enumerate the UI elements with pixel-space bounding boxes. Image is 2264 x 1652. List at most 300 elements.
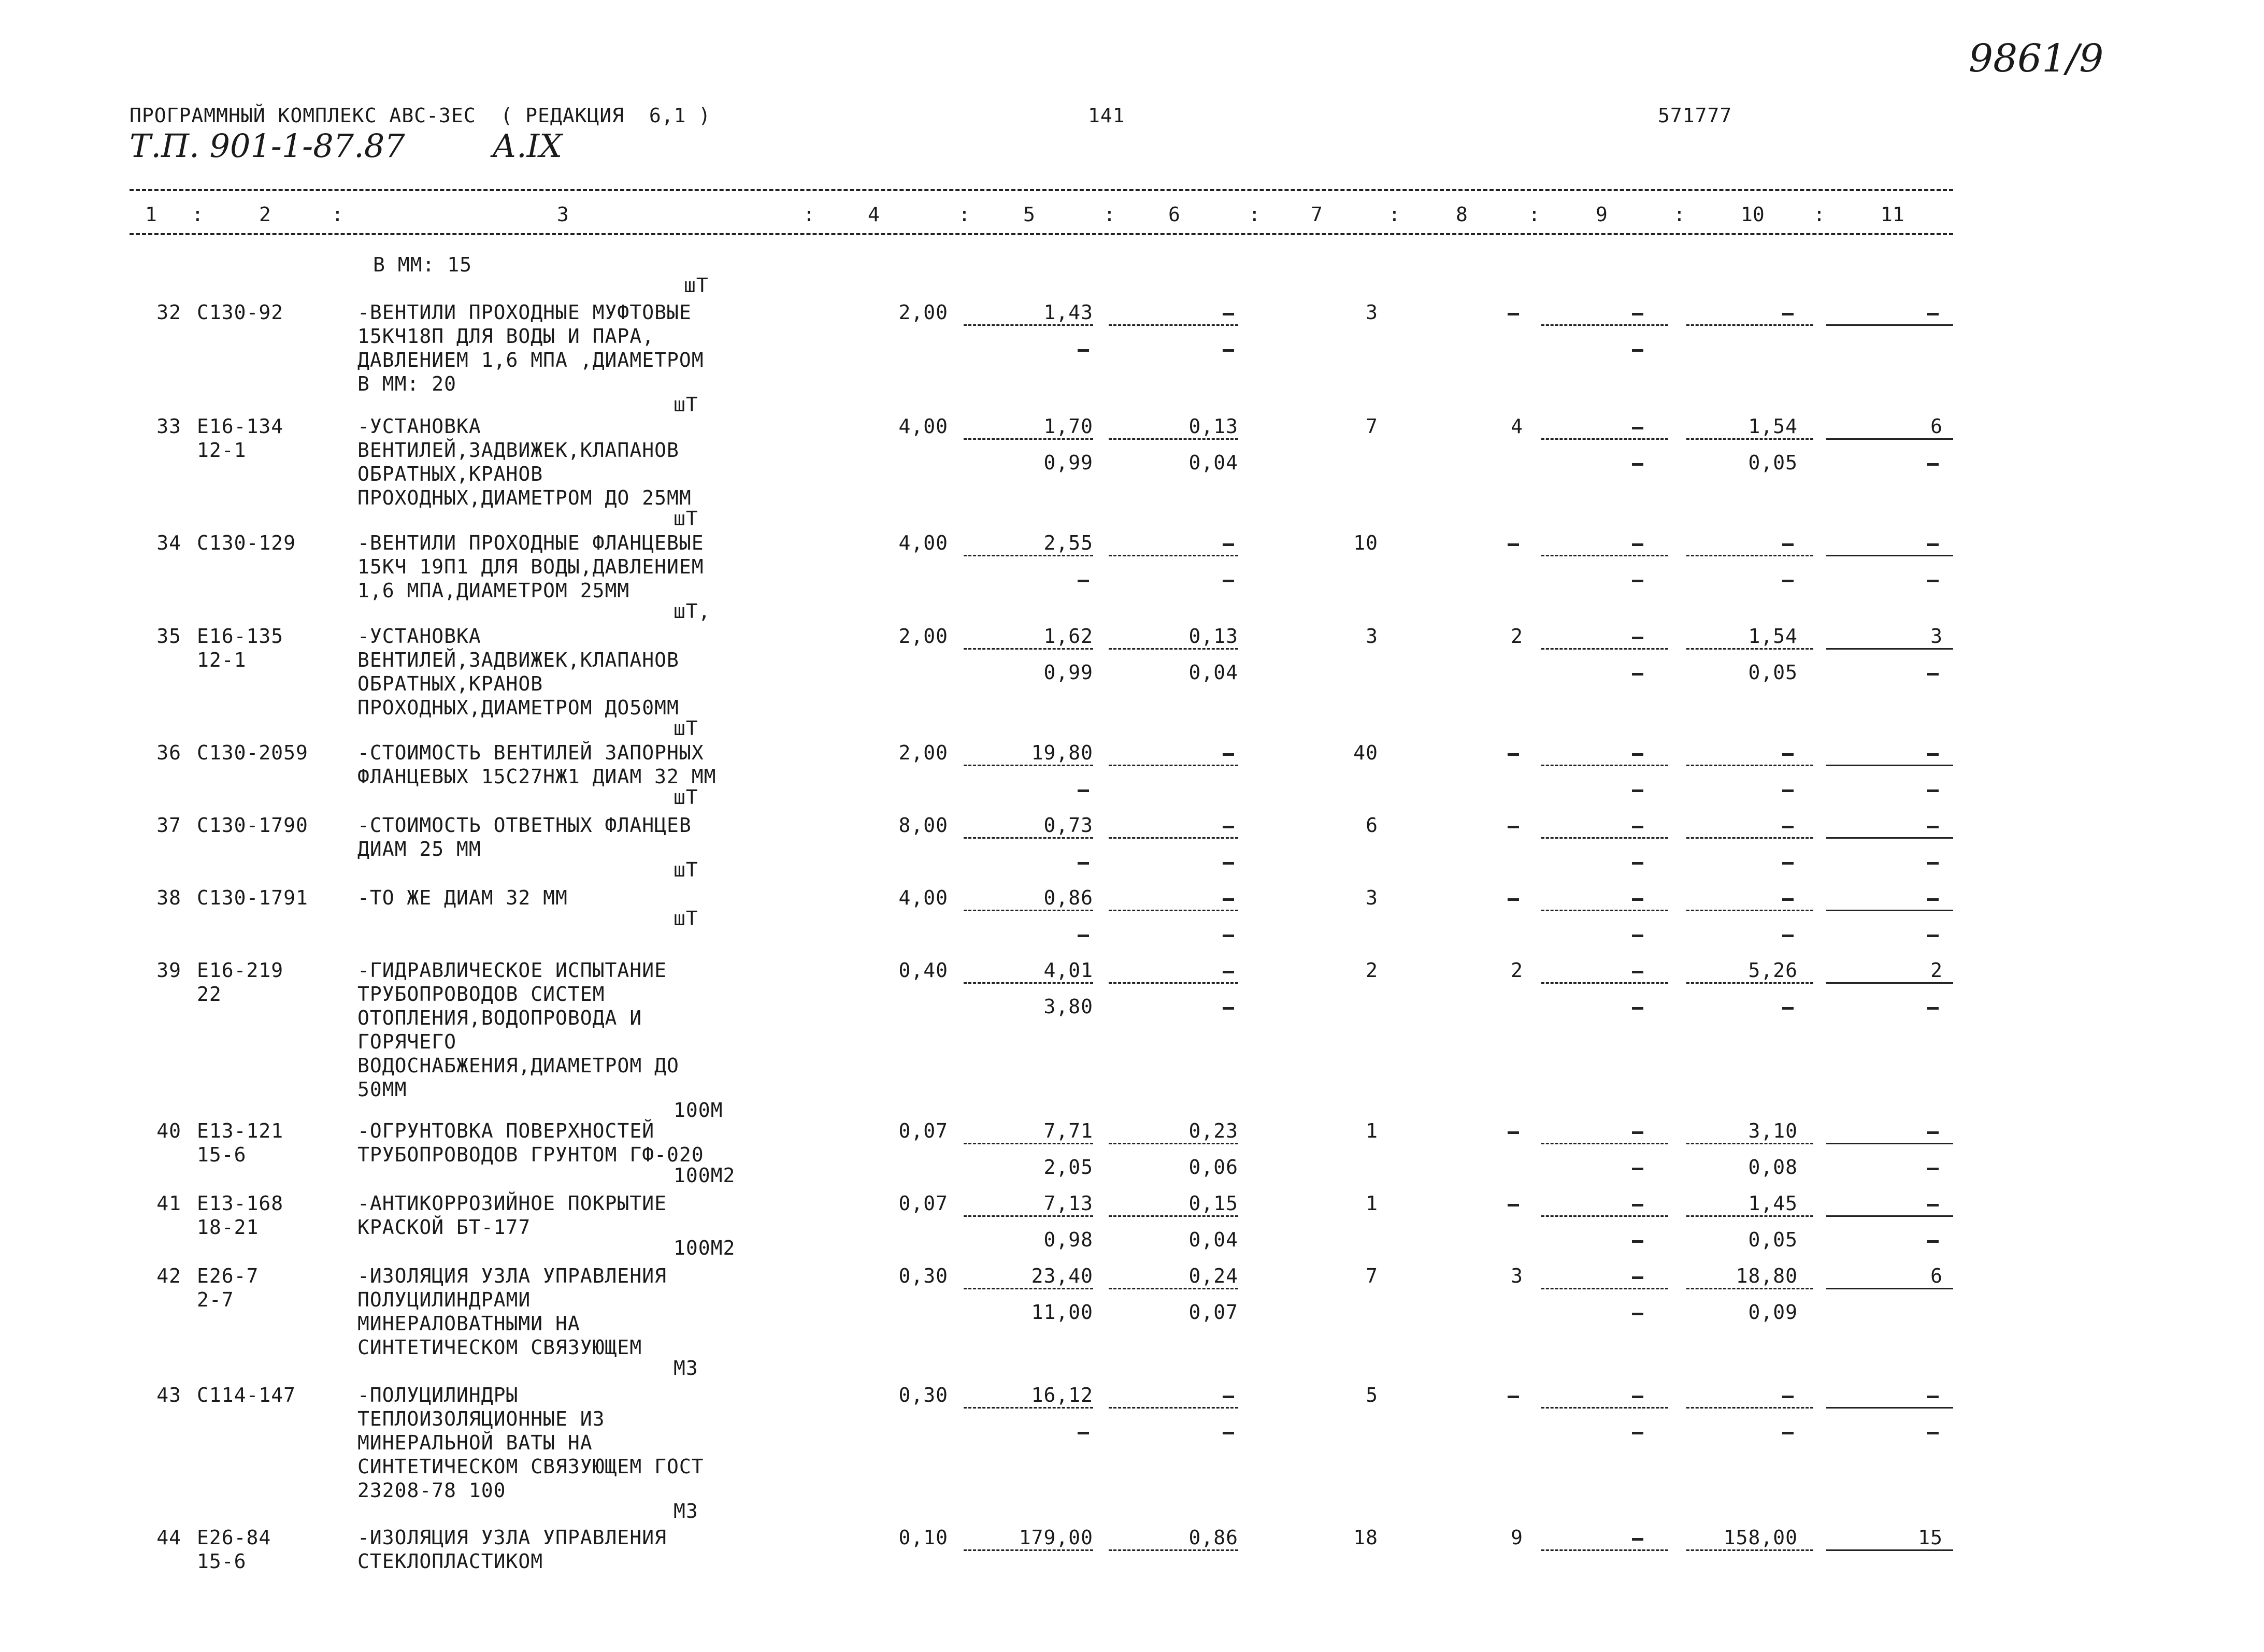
col11-value-2-dash xyxy=(1927,1432,1939,1434)
row-divider xyxy=(964,555,1093,556)
col5-value-2-dash xyxy=(1078,935,1089,937)
row-divider xyxy=(964,765,1093,766)
row-unit: М3 xyxy=(674,1500,698,1522)
col9-value-2-dash xyxy=(1632,673,1643,676)
col8-value-dash xyxy=(1508,543,1519,546)
row-description: -УСТАНОВКА xyxy=(357,625,481,648)
col5-value: 179,00 xyxy=(1019,1526,1093,1549)
row-description: 50ММ xyxy=(357,1078,407,1101)
row-description: -ПОЛУЦИЛИНДРЫ xyxy=(357,1384,519,1406)
row-description: СТЕКЛОПЛАСТИКОМ xyxy=(357,1550,543,1573)
row-divider xyxy=(1686,765,1813,766)
col10-value-dash xyxy=(1782,1396,1794,1398)
column-header: 11 xyxy=(1881,203,1904,226)
row-description: ВОДОСНАБЖЕНИЯ,ДИАМЕТРОМ ДО xyxy=(357,1054,679,1077)
col11-value-dash xyxy=(1927,1204,1939,1206)
qty-value: 0,30 xyxy=(898,1384,948,1406)
col5-value-2: 0,99 xyxy=(1043,661,1093,684)
col5-value: 1,43 xyxy=(1043,301,1093,324)
row-code: 12-1 xyxy=(197,439,247,462)
row-divider xyxy=(1829,555,1953,556)
row-divider xyxy=(1829,648,1953,650)
row-divider xyxy=(1541,1549,1668,1551)
row-divider xyxy=(964,1288,1093,1289)
col7-value: 6 xyxy=(1366,814,1378,837)
row-description: ДАВЛЕНИЕМ 1,6 МПА ,ДИАМЕТРОМ xyxy=(357,349,704,371)
row-code: С130-2059 xyxy=(197,741,308,764)
qty-value: 2,00 xyxy=(898,741,948,764)
col11-value: 6 xyxy=(1930,1265,1943,1287)
col11-value-dash xyxy=(1927,753,1939,756)
row-divider xyxy=(1686,555,1813,556)
row-divider xyxy=(1829,982,1953,984)
col8-value: 4 xyxy=(1511,415,1523,438)
col10-value-2: 0,05 xyxy=(1748,1228,1798,1251)
col6-value-2-dash xyxy=(1223,349,1234,352)
col8-value-dash xyxy=(1508,1396,1519,1398)
row-divider xyxy=(1686,324,1813,326)
col7-value: 3 xyxy=(1366,301,1378,324)
col11-value-dash xyxy=(1927,898,1939,901)
row-divider xyxy=(1109,1215,1238,1217)
row-divider xyxy=(1829,1549,1953,1551)
col10-value-dash xyxy=(1782,898,1794,901)
row-code: 22 xyxy=(197,983,222,1005)
column-header: 9 xyxy=(1596,203,1608,226)
row-description: ТРУБОПРОВОДОВ ГРУНТОМ ГФ-020 xyxy=(357,1143,704,1166)
col9-value-dash xyxy=(1632,1204,1643,1206)
column-separator: : xyxy=(958,203,970,226)
row-unit: М3 xyxy=(674,1357,698,1380)
col9-value-2-dash xyxy=(1632,862,1643,865)
column-header: 6 xyxy=(1168,203,1180,226)
row-number: 37 xyxy=(156,814,181,837)
qty-value: 0,30 xyxy=(898,1265,948,1287)
row-divider xyxy=(1109,648,1238,650)
col6-value: 0,86 xyxy=(1188,1526,1238,1549)
col7-value: 3 xyxy=(1366,625,1378,648)
row-description: ВЕНТИЛЕЙ,ЗАДВИЖЕК,КЛАПАНОВ xyxy=(357,649,679,671)
col5-value-2-dash xyxy=(1078,789,1089,792)
row-number: 32 xyxy=(156,301,181,324)
col9-value-2-dash xyxy=(1632,935,1643,937)
col11-value: 15 xyxy=(1918,1526,1943,1549)
qty-value: 4,00 xyxy=(898,415,948,438)
col5-value-2-dash xyxy=(1078,580,1089,582)
column-separator: : xyxy=(192,203,204,226)
col5-value: 7,71 xyxy=(1043,1119,1093,1142)
col5-value: 0,73 xyxy=(1043,814,1093,837)
row-description: ОТОПЛЕНИЯ,ВОДОПРОВОДА И xyxy=(357,1007,642,1029)
col9-value-2-dash xyxy=(1632,349,1643,352)
row-unit: шТ xyxy=(674,507,698,530)
row-number: 33 xyxy=(156,415,181,438)
row-divider xyxy=(1541,1407,1668,1409)
row-divider xyxy=(1109,324,1238,326)
row-divider xyxy=(1829,910,1953,911)
col11-value-dash xyxy=(1927,826,1939,828)
col11-value-dash xyxy=(1927,543,1939,546)
row-divider xyxy=(1686,837,1813,839)
row-code: 15-6 xyxy=(197,1143,247,1166)
col7-value: 7 xyxy=(1366,1265,1378,1287)
col8-value-dash xyxy=(1508,898,1519,901)
col6-value-2-dash xyxy=(1223,862,1234,865)
qty-value: 0,07 xyxy=(898,1192,948,1215)
row-code: 15-6 xyxy=(197,1550,247,1573)
col11-value: 3 xyxy=(1930,625,1943,648)
row-divider xyxy=(1109,1143,1238,1144)
column-separator: : xyxy=(1249,203,1260,226)
row-unit: шТ xyxy=(674,907,698,930)
row-unit: шТ xyxy=(674,858,698,881)
qty-value: 0,40 xyxy=(898,959,948,982)
row-code: Е13-121 xyxy=(197,1119,284,1142)
column-header: 4 xyxy=(868,203,880,226)
col8-value-dash xyxy=(1508,1131,1519,1134)
qty-value: 4,00 xyxy=(898,886,948,909)
col9-value-dash xyxy=(1632,1396,1643,1398)
col10-value-2: 0,05 xyxy=(1748,451,1798,474)
col8-value: 2 xyxy=(1511,959,1523,982)
col11-value-2-dash xyxy=(1927,463,1939,466)
col5-value: 16,12 xyxy=(1031,1384,1093,1406)
row-description: -СТОИМОСТЬ ВЕНТИЛЕЙ ЗАПОРНЫХ xyxy=(357,741,704,764)
qty-value: 2,00 xyxy=(898,625,948,648)
col7-value: 5 xyxy=(1366,1384,1378,1406)
col8-value: 3 xyxy=(1511,1265,1523,1287)
col6-value: 0,13 xyxy=(1188,625,1238,648)
row-divider xyxy=(964,837,1093,839)
row-divider xyxy=(964,910,1093,911)
col6-value: 0,23 xyxy=(1188,1119,1238,1142)
row-description: ТРУБОПРОВОДОВ СИСТЕМ xyxy=(357,983,605,1005)
row-description: -СТОИМОСТЬ ОТВЕТНЫХ ФЛАНЦЕВ xyxy=(357,814,692,837)
col10-value-2-dash xyxy=(1782,935,1794,937)
column-header: 7 xyxy=(1311,203,1323,226)
row-divider xyxy=(1541,648,1668,650)
row-description: -УСТАНОВКА xyxy=(357,415,481,438)
col11-value-2-dash xyxy=(1927,935,1939,937)
col6-value: 0,13 xyxy=(1188,415,1238,438)
col11-value-dash xyxy=(1927,313,1939,315)
row-description: ГОРЯЧЕГО xyxy=(357,1030,457,1053)
row-number: 39 xyxy=(156,959,181,982)
col9-value-dash xyxy=(1632,753,1643,756)
row-divider xyxy=(1109,982,1238,984)
col9-value-dash xyxy=(1632,637,1643,639)
col5-value-2-dash xyxy=(1078,862,1089,865)
col10-value: 1,45 xyxy=(1748,1192,1798,1215)
col9-value-dash xyxy=(1632,427,1643,429)
col9-value-dash xyxy=(1632,1131,1643,1134)
row-description: -ТО ЖЕ ДИАМ 32 ММ xyxy=(357,886,568,909)
row-code: 18-21 xyxy=(197,1216,259,1239)
row-description: 1,6 МПА,ДИАМЕТРОМ 25ММ xyxy=(357,579,630,602)
row-unit: шТ, xyxy=(674,600,711,623)
qty-value: 8,00 xyxy=(898,814,948,837)
col5-value-2: 3,80 xyxy=(1043,995,1093,1018)
row-description: ПРОХОДНЫХ,ДИАМЕТРОМ ДО 25ММ xyxy=(357,486,692,509)
qty-value: 0,07 xyxy=(898,1119,948,1142)
row-description: МИНЕРАЛЬНОЙ ВАТЫ НА xyxy=(357,1431,593,1454)
row-divider xyxy=(1829,765,1953,766)
row-divider xyxy=(964,324,1093,326)
col5-value-2: 2,05 xyxy=(1043,1156,1093,1179)
row-divider xyxy=(1829,837,1953,839)
row-divider xyxy=(1686,1143,1813,1144)
row-divider xyxy=(1109,910,1238,911)
row-code: Е16-134 xyxy=(197,415,284,438)
col5-value-2: 11,00 xyxy=(1031,1301,1093,1324)
col11-value-2-dash xyxy=(1927,862,1939,865)
row-divider xyxy=(1541,555,1668,556)
row-description: -ИЗОЛЯЦИЯ УЗЛА УПРАВЛЕНИЯ xyxy=(357,1526,667,1549)
col5-value: 2,55 xyxy=(1043,531,1093,554)
album-number: А.IX xyxy=(492,127,563,165)
row-description: ФЛАНЦЕВЫХ 15С27НЖ1 ДИАМ 32 ММ xyxy=(357,765,717,788)
column-header: 1 xyxy=(145,203,157,226)
column-separator: : xyxy=(1104,203,1115,226)
row-divider xyxy=(1109,555,1238,556)
col10-value-2-dash xyxy=(1782,862,1794,865)
row-code: С114-147 xyxy=(197,1384,296,1406)
row-description: 15КЧ18П ДЛЯ ВОДЫ И ПАРА, xyxy=(357,325,655,348)
col5-value-2: 0,98 xyxy=(1043,1228,1093,1251)
col6-value-2: 0,07 xyxy=(1188,1301,1238,1324)
col5-value-2: 0,99 xyxy=(1043,451,1093,474)
col8-value: 9 xyxy=(1511,1526,1523,1549)
row-number: 42 xyxy=(156,1265,181,1287)
col10-value-2: 0,08 xyxy=(1748,1156,1798,1179)
row-code: С130-1791 xyxy=(197,886,308,909)
row-description: МИНЕРАЛОВАТНЫМИ НА xyxy=(357,1312,580,1335)
col5-value: 1,70 xyxy=(1043,415,1093,438)
row-divider xyxy=(964,438,1093,440)
col11-value-2-dash xyxy=(1927,1168,1939,1170)
col5-value: 23,40 xyxy=(1031,1265,1093,1287)
col9-value-2-dash xyxy=(1632,1007,1643,1010)
row-description: -ВЕНТИЛИ ПРОХОДНЫЕ МУФТОВЫЕ xyxy=(357,301,692,324)
col9-value-2-dash xyxy=(1632,1432,1643,1434)
column-separator: : xyxy=(803,203,815,226)
row-unit: 100М2 xyxy=(674,1237,736,1259)
row-description: 23208-78 100 xyxy=(357,1479,506,1502)
col6-value-2: 0,04 xyxy=(1188,451,1238,474)
qty-value: 2,00 xyxy=(898,301,948,324)
col10-value-2-dash xyxy=(1782,1007,1794,1010)
row-divider xyxy=(964,1215,1093,1217)
row-divider xyxy=(964,648,1093,650)
row-number: 44 xyxy=(156,1526,181,1549)
col9-value-dash xyxy=(1632,543,1643,546)
row-divider xyxy=(964,1549,1093,1551)
column-separator: : xyxy=(332,203,343,226)
row-description: -ГИДРАВЛИЧЕСКОЕ ИСПЫТАНИЕ xyxy=(357,959,667,982)
row-code: С130-1790 xyxy=(197,814,308,837)
row-unit: шТ xyxy=(674,393,698,416)
row-description: ОБРАТНЫХ,КРАНОВ xyxy=(357,672,543,695)
row-code: С130-92 xyxy=(197,301,284,324)
qty-value: 0,10 xyxy=(898,1526,948,1549)
row-description: СИНТЕТИЧЕСКОМ СВЯЗУЮЩЕМ xyxy=(357,1336,642,1359)
row-code: Е16-219 xyxy=(197,959,284,982)
col7-value: 1 xyxy=(1366,1119,1378,1142)
col9-value-2-dash xyxy=(1632,789,1643,792)
col11-value-2-dash xyxy=(1927,673,1939,676)
col5-value: 7,13 xyxy=(1043,1192,1093,1215)
col10-value: 1,54 xyxy=(1748,415,1798,438)
row-divider xyxy=(1109,837,1238,839)
col8-value-dash xyxy=(1508,826,1519,828)
column-header: 5 xyxy=(1023,203,1035,226)
row-divider xyxy=(1686,648,1813,650)
row-divider xyxy=(1686,982,1813,984)
row-divider xyxy=(1541,910,1668,911)
col5-value: 4,01 xyxy=(1043,959,1093,982)
col10-value-2: 0,05 xyxy=(1748,661,1798,684)
row-description: ОБРАТНЫХ,КРАНОВ xyxy=(357,463,543,485)
col5-value: 1,62 xyxy=(1043,625,1093,648)
col11-value: 6 xyxy=(1930,415,1943,438)
row-divider xyxy=(1829,1407,1953,1409)
col7-value: 1 xyxy=(1366,1192,1378,1215)
row-unit: шТ xyxy=(674,717,698,740)
col10-value: 5,26 xyxy=(1748,959,1798,982)
row-divider xyxy=(1686,1288,1813,1289)
col11-value-dash xyxy=(1927,1131,1939,1134)
row-unit: 100М2 xyxy=(674,1164,736,1187)
col6-value: 0,15 xyxy=(1188,1192,1238,1215)
row-divider xyxy=(964,1143,1093,1144)
row-description: ТЕПЛОИЗОЛЯЦИОННЫЕ ИЗ xyxy=(357,1407,605,1430)
header-bottom-rule xyxy=(130,233,1953,235)
row-divider xyxy=(1109,765,1238,766)
col10-value: 1,54 xyxy=(1748,625,1798,648)
column-separator: : xyxy=(1528,203,1540,226)
col5-value: 0,86 xyxy=(1043,886,1093,909)
col11-value-dash xyxy=(1927,1396,1939,1398)
row-description: ВЕНТИЛЕЙ,ЗАДВИЖЕК,КЛАПАНОВ xyxy=(357,439,679,462)
col10-value-2-dash xyxy=(1782,789,1794,792)
row-divider xyxy=(1686,438,1813,440)
row-description: ДИАМ 25 ММ xyxy=(357,838,481,860)
col9-value-dash xyxy=(1632,826,1643,828)
row-code: Е26-7 xyxy=(197,1265,259,1287)
project-number: Т.П. 901-1-87.87 xyxy=(130,127,405,165)
row-divider xyxy=(1109,1549,1238,1551)
row-divider xyxy=(1686,1407,1813,1409)
row-description: 15КЧ 19П1 ДЛЯ ВОДЫ,ДАВЛЕНИЕМ xyxy=(357,555,704,578)
col11-value-2-dash xyxy=(1927,1007,1939,1010)
col10-value: 18,80 xyxy=(1736,1265,1798,1287)
column-header: 10 xyxy=(1741,203,1765,226)
row-description: -ИЗОЛЯЦИЯ УЗЛА УПРАВЛЕНИЯ xyxy=(357,1265,667,1287)
col9-value-dash xyxy=(1632,898,1643,901)
col7-value: 7 xyxy=(1366,415,1378,438)
row-divider xyxy=(1109,1288,1238,1289)
col9-value-dash xyxy=(1632,1276,1643,1279)
col9-value-2-dash xyxy=(1632,580,1643,582)
row-divider xyxy=(1829,1288,1953,1289)
col9-value-dash xyxy=(1632,313,1643,315)
column-separator: : xyxy=(1673,203,1685,226)
col7-value: 40 xyxy=(1353,741,1378,764)
col8-value-dash xyxy=(1508,313,1519,315)
row-description: -ВЕНТИЛИ ПРОХОДНЫЕ ФЛАНЦЕВЫЕ xyxy=(357,531,704,554)
col8-value-dash xyxy=(1508,1204,1519,1206)
row-description: КРАСКОЙ БТ-177 xyxy=(357,1216,531,1239)
col10-value: 158,00 xyxy=(1723,1526,1798,1549)
row-divider xyxy=(964,1407,1093,1409)
col7-value: 3 xyxy=(1366,886,1378,909)
qty-value: 4,00 xyxy=(898,531,948,554)
col7-value: 2 xyxy=(1366,959,1378,982)
col6-value-2-dash xyxy=(1223,935,1234,937)
row-divider xyxy=(1541,837,1668,839)
prev-item-unit: шТ xyxy=(684,274,709,297)
program-title: ПРОГРАММНЫЙ КОМПЛЕКС АВС-3ЕС ( РЕДАКЦИЯ 6,1 ) xyxy=(130,104,711,127)
row-description: СИНТЕТИЧЕСКОМ СВЯЗУЮЩЕМ ГОСТ xyxy=(357,1455,704,1478)
row-number: 34 xyxy=(156,531,181,554)
row-description: ПОЛУЦИЛИНДРАМИ xyxy=(357,1288,531,1311)
row-divider xyxy=(1829,1215,1953,1217)
col10-value-2-dash xyxy=(1782,580,1794,582)
table-top-rule xyxy=(130,189,1953,191)
col11-value-2-dash xyxy=(1927,580,1939,582)
col6-value-2-dash xyxy=(1223,580,1234,582)
row-number: 43 xyxy=(156,1384,181,1406)
row-divider xyxy=(1686,1215,1813,1217)
column-separator: : xyxy=(1388,203,1400,226)
row-number: 38 xyxy=(156,886,181,909)
row-divider xyxy=(1541,1143,1668,1144)
col6-value-2: 0,04 xyxy=(1188,661,1238,684)
row-unit: шТ xyxy=(674,786,698,809)
row-code: Е13-168 xyxy=(197,1192,284,1215)
row-divider xyxy=(1686,910,1813,911)
row-description: В ММ: 20 xyxy=(357,372,457,395)
col8-value-dash xyxy=(1508,753,1519,756)
col5-value-2-dash xyxy=(1078,349,1089,352)
col6-value: 0,24 xyxy=(1188,1265,1238,1287)
col10-value-2: 0,09 xyxy=(1748,1301,1798,1324)
col10-value-dash xyxy=(1782,313,1794,315)
row-divider xyxy=(1541,982,1668,984)
row-description: ПРОХОДНЫХ,ДИАМЕТРОМ ДО50ММ xyxy=(357,696,679,719)
row-code: 12-1 xyxy=(197,649,247,671)
col9-value-2-dash xyxy=(1632,463,1643,466)
row-description: -АНТИКОРРОЗИЙНОЕ ПОКРЫТИЕ xyxy=(357,1192,667,1215)
row-divider xyxy=(1541,1215,1668,1217)
row-code: Е26-84 xyxy=(197,1526,271,1549)
col11-value-2-dash xyxy=(1927,789,1939,792)
row-divider xyxy=(1541,438,1668,440)
row-divider xyxy=(1829,438,1953,440)
col6-value-2-dash xyxy=(1223,1432,1234,1434)
row-code: С130-129 xyxy=(197,531,296,554)
col10-value-dash xyxy=(1782,826,1794,828)
col9-value-dash xyxy=(1632,1538,1643,1541)
row-description: -ОГРУНТОВКА ПОВЕРХНОСТЕЙ xyxy=(357,1119,655,1142)
row-divider xyxy=(1829,324,1953,326)
col11-value: 2 xyxy=(1930,959,1943,982)
col9-value-2-dash xyxy=(1632,1313,1643,1315)
col6-value-2: 0,04 xyxy=(1188,1228,1238,1251)
row-number: 35 xyxy=(156,625,181,648)
row-divider xyxy=(1686,1549,1813,1551)
row-code: Е16-135 xyxy=(197,625,284,648)
